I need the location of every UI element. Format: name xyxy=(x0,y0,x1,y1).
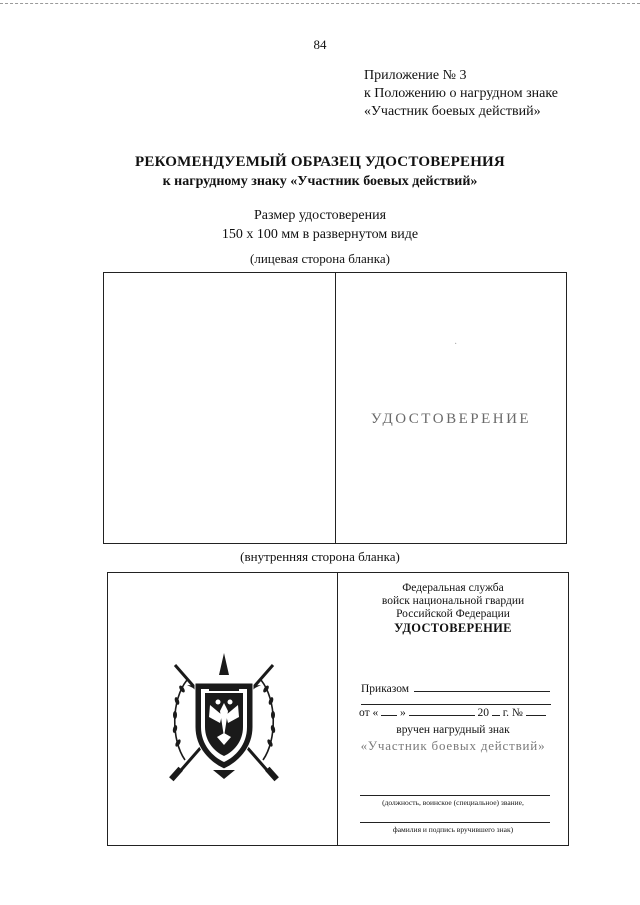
cover-title: УДОСТОВЕРЕНИЕ xyxy=(370,411,532,427)
year-prefix: 20 xyxy=(477,707,489,719)
size-value: 150 х 100 мм в развернутом виде xyxy=(221,227,419,242)
appendix-block xyxy=(364,67,558,121)
org-line-1: Федеральная служба xyxy=(402,582,504,594)
size-label: Размер удостоверения xyxy=(253,208,387,223)
order-row xyxy=(361,680,550,695)
position-line xyxy=(360,795,550,796)
org-line-3: Российской Федерации xyxy=(396,608,510,620)
inner-side-caption: (внутренняя сторона бланка) xyxy=(240,549,400,564)
appendix-line-1: Приложение № 3 xyxy=(364,68,467,83)
front-side-caption: (лицевая сторона бланка) xyxy=(250,251,390,266)
org-line-2: войск национальной гвардии xyxy=(381,595,525,607)
document-subtitle: к нагрудному знаку «Участник боевых действий» xyxy=(162,174,478,189)
month-blank xyxy=(409,704,475,716)
certificate-title: УДОСТОВЕРЕНИЕ xyxy=(394,621,512,635)
order-label: Приказом xyxy=(361,683,410,695)
appendix-line-3: «Участник боевых действий» xyxy=(364,104,541,119)
position-hint: (должность, воинское (специальное) звание, xyxy=(382,798,524,807)
order-blank xyxy=(414,680,550,692)
year-blank xyxy=(492,704,500,716)
date-row xyxy=(359,704,546,719)
signature-hint: фамилия и подпись вручившего знак) xyxy=(392,825,514,834)
awarded-label: вручен нагрудный знак xyxy=(396,724,510,736)
scan-speck: · xyxy=(454,339,458,350)
signature-line xyxy=(360,822,550,823)
number-label: г. № xyxy=(502,707,523,719)
inner-side-panel xyxy=(107,572,569,846)
national-guard-emblem-icon xyxy=(165,645,283,785)
page-number: 84 xyxy=(313,37,327,52)
badge-name: «Участник боевых действий» xyxy=(360,738,546,753)
number-blank xyxy=(526,704,546,716)
appendix-line-2: к Положению о нагрудном знаке xyxy=(364,86,559,101)
document-title: РЕКОМЕНДУЕМЫЙ ОБРАЗЕЦ УДОСТОВЕРЕНИЯ xyxy=(135,154,505,170)
front-side-panel xyxy=(103,272,567,544)
date-close-quote: » xyxy=(400,707,406,719)
day-blank xyxy=(381,704,397,716)
inner-right-page xyxy=(338,573,568,845)
front-fold-line xyxy=(335,273,336,543)
date-open-label: от « xyxy=(359,707,379,719)
top-dashed-border xyxy=(0,3,640,4)
